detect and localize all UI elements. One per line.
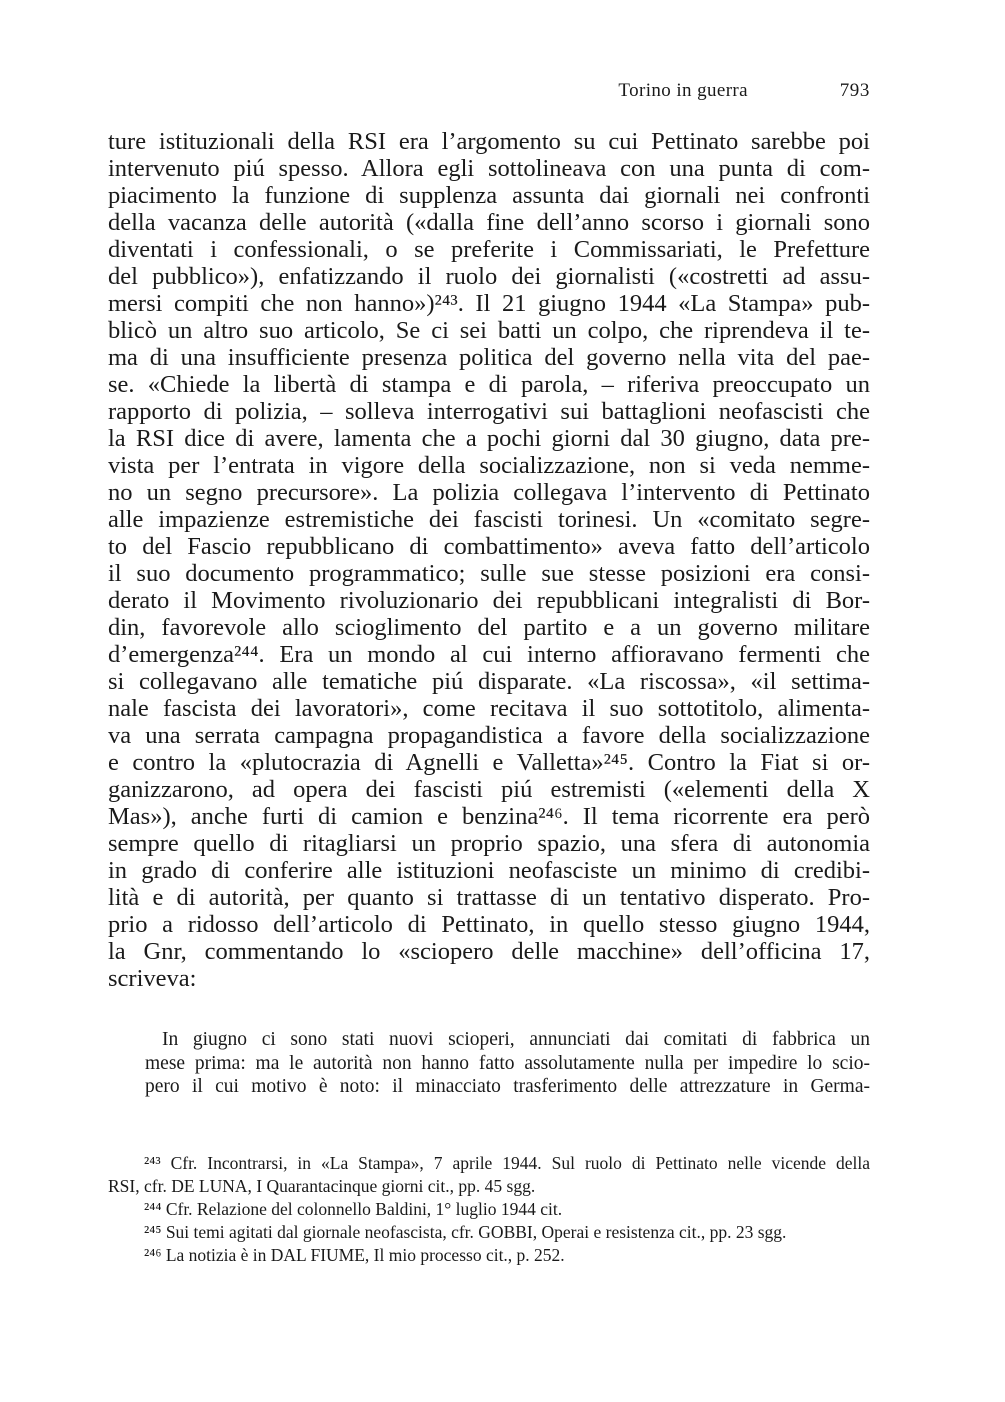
body-line: se. «Chiede la libertà di stampa e di parola, – riferiva preoccupato un [108, 371, 870, 398]
body-line: prio a ridosso dell’articolo di Pettinato, in quello stesso giugno 1944, [108, 911, 870, 938]
quote-line: mese prima: ma le autorità non hanno fatto assolutamente nulla per impedire lo scio- [145, 1052, 870, 1074]
body-line: la RSI dice di avere, lamenta che a pochi giorni dal 30 giugno, data pre- [108, 425, 870, 452]
body-line: blicò un altro suo articolo, Se ci sei batti un colpo, che riprendeva il te- [108, 317, 870, 344]
body-line: ganizzarono, ad opera dei fascisti piú estremisti («elementi della X [108, 776, 870, 803]
footnotes [108, 1152, 870, 1267]
body-line: e contro la «plutocrazia di Agnelli e Valletta»²⁴⁵. Contro la Fiat si or- [108, 749, 870, 776]
body-line: derato il Movimento rivoluzionario dei repubblicani integralisti di Bor- [108, 587, 870, 614]
body-line: ture istituzionali della RSI era l’argomento su cui Pettinato sarebbe poi [108, 128, 870, 155]
quote-line: pero il cui motivo è noto: il minacciato trasferimento delle attrezzature in Germa- [145, 1076, 870, 1097]
body-line: vista per l’entrata in vigore della socializzazione, non si veda nemme- [108, 452, 870, 479]
body-line: Mas»), anche furti di camion e benzina²⁴⁶. Il tema ricorrente era però [108, 803, 870, 830]
body-line-last: scriveva: [108, 965, 197, 992]
footnote-line: ²⁴⁶ La notizia è in DAL FIUME, Il mio processo cit., p. 252. [144, 1245, 565, 1265]
body-line: la Gnr, commentando lo «sciopero delle macchine» dell’officina 17, [108, 938, 870, 965]
body-line: in grado di conferire alle istituzioni neofasciste un minimo di credibi- [108, 857, 870, 884]
body-line: to del Fascio repubblicano di combattimento» aveva fatto dell’articolo [108, 533, 870, 560]
body-line: mersi compiti che non hanno»)²⁴³. Il 21 giugno 1944 «La Stampa» pub- [108, 290, 870, 317]
body-line: piacimento la funzione di supplenza assunta dai giornali nei confronti [108, 182, 870, 209]
body-line: alle impazienze estremistiche dei fascisti torinesi. Un «comitato segre- [108, 506, 870, 533]
body-line: din, favorevole allo scioglimento del partito e a un governo militare [108, 614, 870, 641]
body-line: si collegavano alle tematiche piú disparate. «La riscossa», «il settima- [108, 668, 870, 695]
footnote-line: ²⁴³ Cfr. Incontrarsi, in «La Stampa», 7 aprile 1944. Sul ruolo di Pettinato nelle vicende della [144, 1153, 870, 1173]
body-line: rapporto di polizia, – solleva interrogativi sui battaglioni neofascisti che [108, 398, 870, 425]
footnote-line: ²⁴⁵ Sui temi agitati dal giornale neofascista, cfr. GOBBI, Operai e resistenza cit., pp. 23 sgg. [144, 1222, 787, 1242]
body-line: intervenuto piú spesso. Allora egli sottolineava con una punta di com- [108, 155, 870, 182]
quote-line: In giugno ci sono stati nuovi scioperi, annunciati dai comitati di fabbrica un [162, 1029, 870, 1050]
body-line: sempre quello di ritagliarsi un proprio spazio, una sfera di autonomia [108, 830, 870, 857]
body-line: lità e di autorità, per quanto si trattasse di un tentativo disperato. Pro- [108, 884, 870, 911]
running-title: Torino in guerra [618, 80, 748, 101]
footnote-line: RSI, cfr. DE LUNA, I Quarantacinque giorni cit., pp. 45 sgg. [108, 1176, 536, 1196]
block-quote [145, 1028, 870, 1099]
footnote-line: ²⁴⁴ Cfr. Relazione del colonnello Baldini, 1° luglio 1944 cit. [144, 1199, 563, 1219]
body-line: della vacanza delle autorità («dalla fine dell’anno scorso i giornali sono [108, 209, 870, 236]
body-line: il suo documento programmatico; sulle sue stesse posizioni era consi- [108, 560, 870, 587]
body-line: d’emergenza²⁴⁴. Era un mondo al cui interno affioravano fermenti che [108, 641, 870, 668]
body-line: no un segno precursore». La polizia collegava l’intervento di Pettinato [108, 479, 870, 506]
page-number: 793 [839, 80, 870, 101]
body-line: nale fascista dei lavoratori», come recitava il suo sottotitolo, alimenta- [108, 695, 870, 722]
body-line: del pubblico»), enfatizzando il ruolo dei giornalisti («costretti ad assu- [108, 263, 870, 290]
running-header [108, 80, 870, 110]
body-line: va una serrata campagna propagandistica a favore della socializzazione [108, 722, 870, 749]
body-line: ma di una insufficiente presenza politica del governo nella vita del pae- [108, 344, 870, 371]
body-line: diventati i confessionali, o se preferite i Commissariati, le Prefetture [108, 236, 870, 263]
body-text [108, 128, 870, 992]
